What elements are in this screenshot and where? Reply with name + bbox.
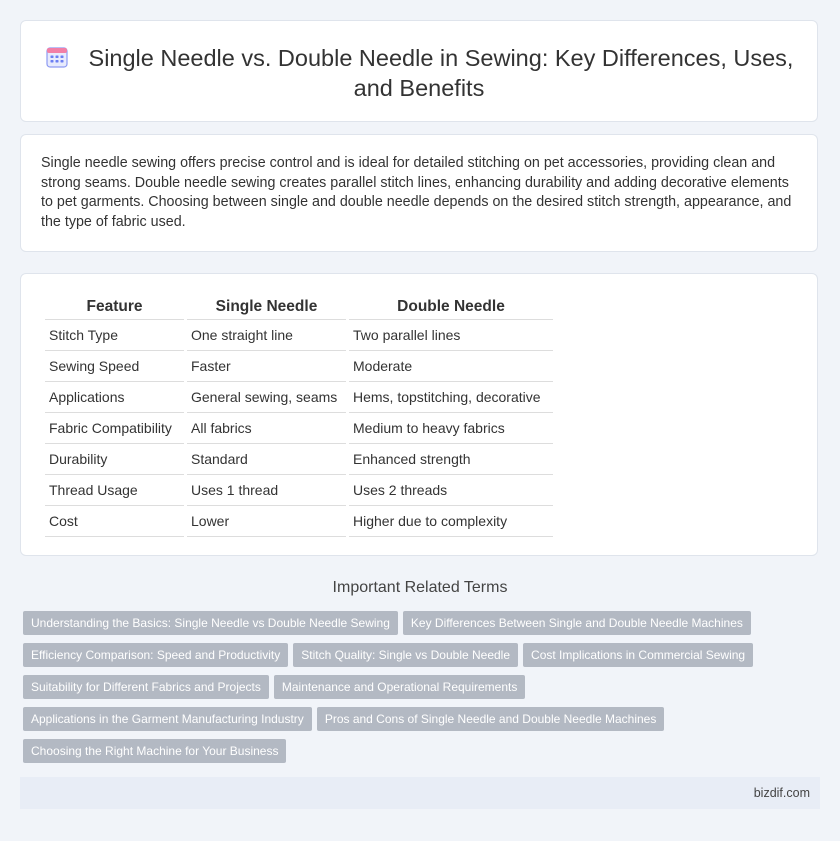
table-header-row — [45, 295, 553, 320]
table-cell: Moderate — [349, 351, 553, 382]
table-cell: Durability — [45, 444, 184, 475]
table-cell: Uses 1 thread — [187, 475, 346, 506]
table-cell: Medium to heavy fabrics — [349, 413, 553, 444]
related-term-tag[interactable]: Choosing the Right Machine for Your Business — [23, 739, 286, 763]
table-cell: Thread Usage — [45, 475, 184, 506]
related-term-tag[interactable]: Efficiency Comparison: Speed and Productivity — [23, 643, 288, 667]
related-terms-list — [23, 611, 803, 771]
related-term-tag[interactable]: Applications in the Garment Manufacturing Industry — [23, 707, 312, 731]
table-cell: Enhanced strength — [349, 444, 553, 475]
table-cell: All fabrics — [187, 413, 346, 444]
related-term-tag[interactable]: Maintenance and Operational Requirements — [274, 675, 525, 699]
column-header-feature: Feature — [45, 295, 184, 320]
related-terms-heading: Important Related Terms — [332, 579, 508, 596]
page-title — [21, 43, 817, 103]
table-row — [45, 475, 553, 506]
table-cell: Fabric Compatibility — [45, 413, 184, 444]
related-term-tag[interactable]: Stitch Quality: Single vs Double Needle — [293, 643, 518, 667]
related-term-tag[interactable]: Key Differences Between Single and Double Needle Machines — [403, 611, 751, 635]
table-row — [45, 320, 553, 351]
table-cell: General sewing, seams — [187, 382, 346, 413]
column-header-single-needle: Single Needle — [187, 295, 346, 320]
related-term-tag[interactable]: Suitability for Different Fabrics and Projects — [23, 675, 269, 699]
calendar-icon — [45, 45, 69, 69]
column-header-double-needle: Double Needle — [349, 295, 553, 320]
related-term-tag[interactable]: Understanding the Basics: Single Needle vs Double Needle Sewing — [23, 611, 398, 635]
table-row — [45, 444, 553, 475]
table-cell: Stitch Type — [45, 320, 184, 351]
related-term-tag[interactable]: Pros and Cons of Single Needle and Double Needle Machines — [317, 707, 665, 731]
title-card — [20, 20, 818, 122]
table-cell: One straight line — [187, 320, 346, 351]
footer-site-link[interactable]: bizdif.com — [753, 786, 810, 800]
table-row — [45, 506, 553, 537]
table-cell: Uses 2 threads — [349, 475, 553, 506]
table-cell: Lower — [187, 506, 346, 537]
table-cell: Applications — [45, 382, 184, 413]
intro-card — [20, 134, 818, 252]
table-cell: Cost — [45, 506, 184, 537]
intro-paragraph: Single needle sewing offers precise control and is ideal for detailed stitching on pet accessories, providing clean and strong seams. Double needle sewing creates parallel stitch lines, enhancing durability and adding decorative elements to pet garments. Choosing between single and double needle depends on the desired stitch strength, appearance, and the type of fabric used. — [41, 155, 792, 230]
page-title-text: Single Needle vs. Double Needle in Sewing: Key Differences, Uses, and Benefits — [88, 45, 794, 101]
table-cell: Two parallel lines — [349, 320, 553, 351]
comparison-table — [42, 295, 556, 537]
table-cell: Higher due to complexity — [349, 506, 553, 537]
table-cell: Faster — [187, 351, 346, 382]
table-cell: Sewing Speed — [45, 351, 184, 382]
table-cell: Hems, topstitching, decorative — [349, 382, 553, 413]
footer — [20, 777, 820, 809]
table-row — [45, 382, 553, 413]
table-row — [45, 351, 553, 382]
related-term-tag[interactable]: Cost Implications in Commercial Sewing — [523, 643, 753, 667]
table-row — [45, 413, 553, 444]
table-cell: Standard — [187, 444, 346, 475]
comparison-card — [20, 273, 818, 556]
